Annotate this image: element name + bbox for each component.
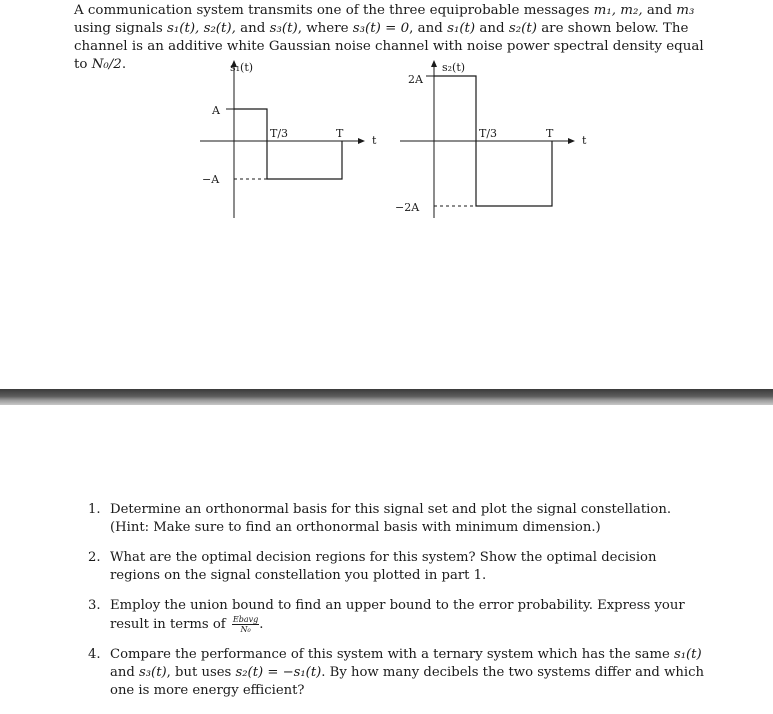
- s1-waveform: [234, 109, 342, 179]
- intro-text: A communication system transmits one of the three equiprobable messages: [74, 3, 594, 18]
- intro-text: using signals: [74, 21, 167, 36]
- math-s3: s₃(t): [269, 21, 298, 36]
- question-text-end: .: [259, 617, 264, 632]
- s1-label-neg-a: −A: [202, 173, 220, 186]
- question-text: Determine an orthonormal basis for this signal set and plot the signal constellation. (Hint: Make sure to find an orthonormal basis with minimum dimension.): [110, 502, 672, 535]
- intro-text: , and: [409, 21, 448, 36]
- s2-y-arrow: [431, 60, 437, 67]
- math-s2-relation: s₂(t) = −s₁(t): [235, 665, 322, 680]
- math-m3: m₃: [676, 3, 695, 18]
- page-divider-bar: [0, 389, 773, 405]
- math-s1: s₁(t): [447, 21, 476, 36]
- question-number: 2.: [88, 550, 101, 565]
- s1-label-t3: T/3: [270, 127, 289, 140]
- intro-text: and: [475, 21, 509, 36]
- s2-title: s₂(t): [442, 61, 466, 74]
- s2-axis-var: t: [582, 134, 587, 147]
- fraction-denominator: N₀: [240, 625, 251, 634]
- s1-x-arrow: [358, 138, 365, 144]
- math-signals: s₁(t), s₂(t),: [166, 21, 236, 36]
- s2-label-t: T: [546, 127, 554, 140]
- question-number: 1.: [88, 502, 101, 517]
- question-item: [88, 549, 704, 585]
- question-item: [88, 646, 704, 700]
- math-s3-zero: s₃(t) = 0: [352, 21, 410, 36]
- s1-label-t: T: [336, 127, 344, 140]
- s2-x-arrow: [568, 138, 575, 144]
- question-text: Compare the performance of this system with a ternary system which has the same: [110, 647, 674, 662]
- s1-title: s₁(t): [230, 61, 254, 74]
- intro-text: and: [642, 3, 677, 18]
- question-text: What are the optimal decision regions for this system? Show the optimal decision regions on the signal constellation you plotted in part 1.: [110, 550, 657, 583]
- energy-ratio-fraction: [232, 615, 259, 634]
- question-list: [88, 501, 704, 712]
- math-s2: s₂(t): [508, 21, 537, 36]
- question-text: Employ the union bound to find an upper bound to the error probability. Express your result in terms of: [110, 598, 685, 632]
- s2-label-t3: T/3: [479, 127, 498, 140]
- question-item: [88, 501, 704, 537]
- intro-text: and: [235, 21, 270, 36]
- s2-label-2a: 2A: [408, 73, 423, 86]
- question-text: , but uses: [166, 665, 236, 680]
- question-text: . By how many decibels the two systems differ and which one is more energy efficient?: [110, 665, 704, 698]
- s1-plot: [200, 60, 377, 218]
- question-text: and: [110, 665, 139, 680]
- intro-text: , where: [297, 21, 353, 36]
- question-number: 4.: [88, 647, 101, 662]
- math-s3: s₃(t): [139, 665, 167, 680]
- question-item: [88, 597, 704, 634]
- math-n0: N₀/2: [91, 57, 122, 72]
- signal-waveforms-figure: [190, 58, 610, 223]
- math-messages: m₁, m₂,: [593, 3, 643, 18]
- intro-text: are shown below. The channel is an additive white Gaussian noise channel with noise power spectral density equal to: [74, 21, 704, 72]
- s2-plot: [395, 60, 587, 218]
- s2-label-neg-2a: −2A: [395, 201, 420, 214]
- fraction-numerator: Ebavg: [232, 615, 259, 624]
- intro-text: .: [121, 57, 127, 72]
- math-s1: s₁(t): [673, 647, 702, 662]
- question-number: 3.: [88, 598, 101, 613]
- s1-axis-var: t: [372, 134, 377, 147]
- s1-label-a: A: [212, 104, 220, 117]
